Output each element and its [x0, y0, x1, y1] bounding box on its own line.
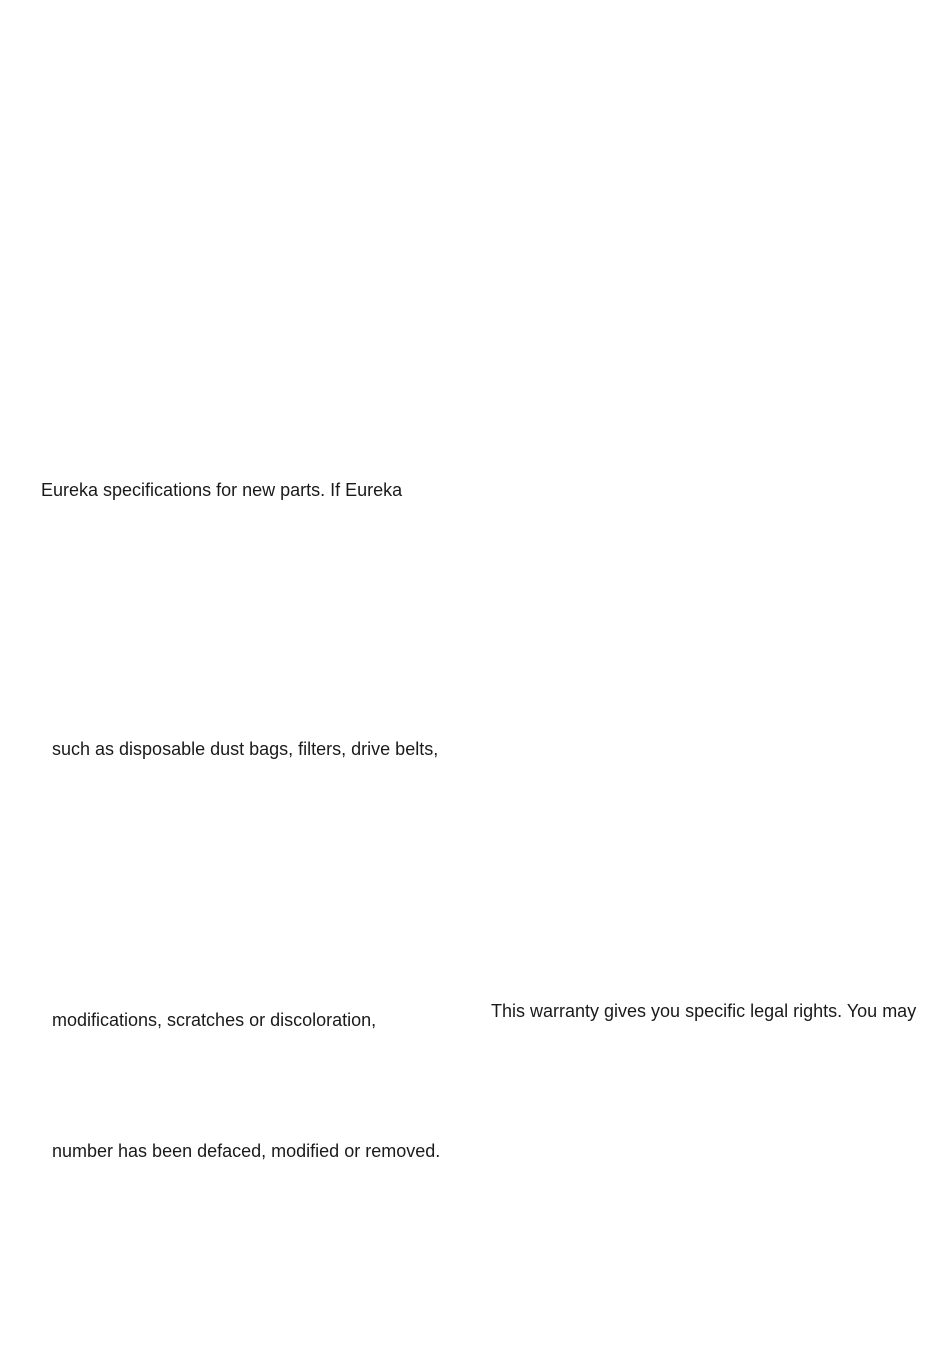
text-line-disposable-items: such as disposable dust bags, filters, drive belts, [52, 739, 439, 759]
text-line-number-defaced: number has been defaced, modified or removed. [52, 1141, 441, 1161]
text-line-warranty-rights: This warranty gives you specific legal rights. You may [491, 1001, 917, 1021]
text-line-eureka-specifications: Eureka specifications for new parts. If Eureka [41, 480, 403, 500]
text-line-modifications: modifications, scratches or discoloration, [52, 1010, 377, 1030]
